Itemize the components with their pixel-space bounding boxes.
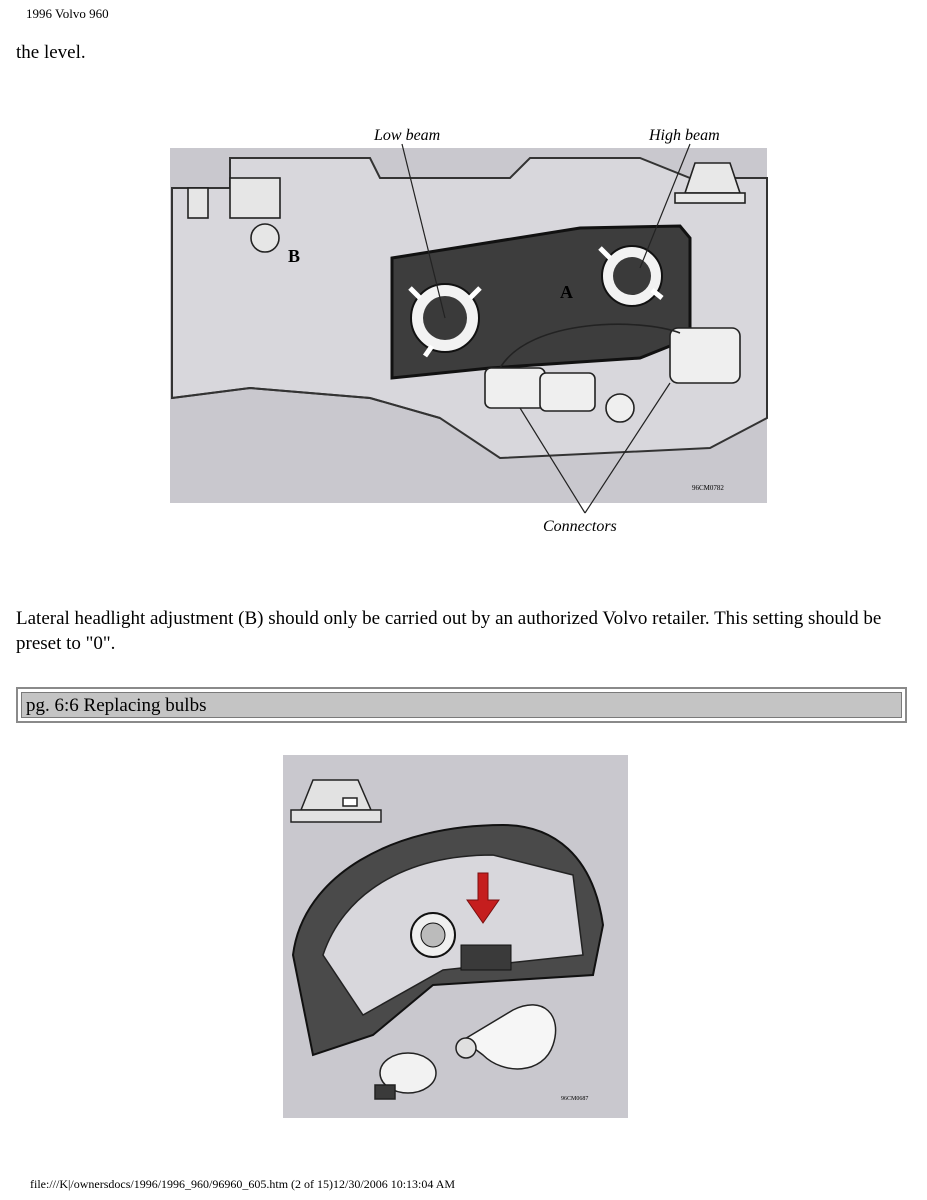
marker-a: A bbox=[560, 282, 573, 302]
intro-text: the level. bbox=[16, 42, 86, 63]
high-beam-socket bbox=[600, 246, 662, 306]
lateral-adjustment-paragraph: Lateral headlight adjustment (B) should only be carried out by an authorized Volvo retailer. This setting should be preset to "0". bbox=[16, 608, 882, 654]
figure2-code: 96CM0687 bbox=[561, 1096, 589, 1102]
headlight-diagram bbox=[170, 118, 770, 538]
low-beam-label: Low beam bbox=[374, 127, 441, 144]
bulb-replacement-diagram bbox=[283, 755, 628, 1118]
connectors-label: Connectors bbox=[543, 518, 617, 535]
section-title: pg. 6:6 Replacing bulbs bbox=[21, 692, 902, 718]
marker-b: B bbox=[288, 246, 301, 266]
figure1-code: 96CM0782 bbox=[692, 484, 724, 492]
high-beam-label: High beam bbox=[649, 127, 720, 144]
section-header bbox=[16, 687, 907, 723]
file-path-footer: file:///K|/ownersdocs/1996/1996_960/96960_605.htm (2 of 15)12/30/2006 10:13:04 AM bbox=[30, 1177, 456, 1191]
document-header: 1996 Volvo 960 bbox=[26, 6, 109, 21]
